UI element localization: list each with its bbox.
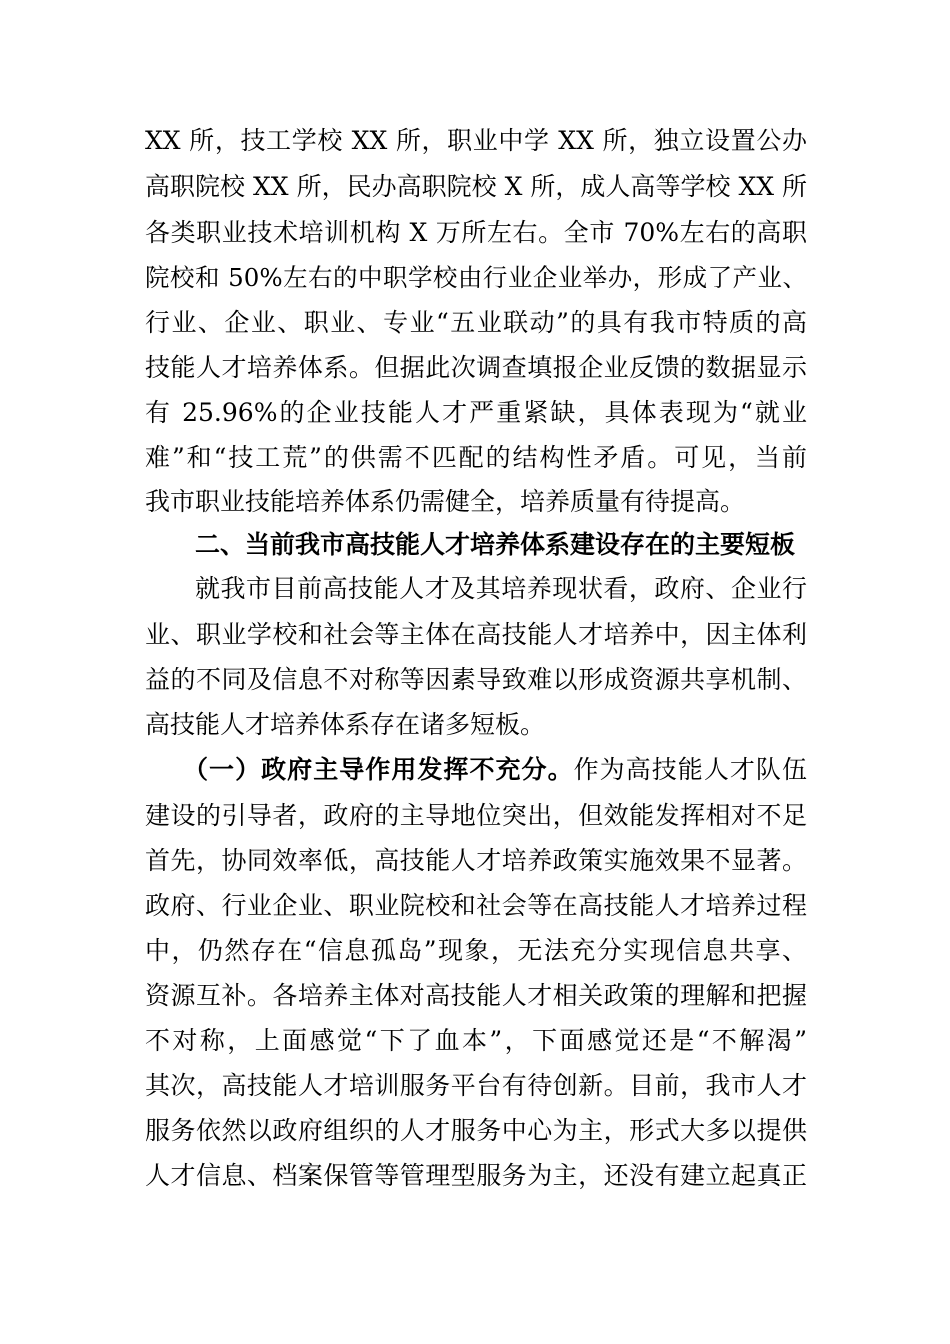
text-line: 资源互补。各培养主体对高技能人才相关政策的理解和把握: [145, 981, 807, 1010]
text-line: [183, 751, 807, 788]
text-line: 高职院校 XX 所，民办高职院校 X 所，成人高等学校 XX 所: [145, 172, 807, 201]
text-line: 其次，高技能人才培训服务平台有待创新。目前，我市人才: [145, 1071, 807, 1100]
text-line: 院校和 50%左右的中职学校由行业企业举办，形成了产业、: [145, 263, 807, 292]
text-line: 行业、企业、职业、专业“五业联动”的具有我市特质的高: [145, 308, 807, 337]
text-line: 不对称，上面感觉“下了血本”，下面感觉还是“不解渴”: [145, 1026, 808, 1055]
text-line: 高技能人才培养体系存在诸多短板。: [145, 710, 546, 739]
text-line: 技能人才培养体系。但据此次调查填报企业反馈的数据显示: [145, 353, 807, 382]
text-line: 服务依然以政府组织的人才服务中心为主，形式大多以提供: [145, 1116, 807, 1145]
text-line: 建设的引导者，政府的主导地位突出，但效能发挥相对不足: [145, 801, 807, 830]
text-line: 我市职业技能培养体系仍需健全，培养质量有待提高。: [145, 487, 746, 516]
text-line: 政府、行业企业、职业院校和社会等在高技能人才培养过程: [145, 891, 807, 920]
text-line: 益的不同及信息不对称等因素导致难以形成资源共享机制、: [145, 665, 807, 694]
text-line: XX 所，技工学校 XX 所，职业中学 XX 所，独立设置公办: [145, 126, 807, 155]
subheading: （一）政府主导作用发挥不充分。: [183, 755, 574, 784]
section-heading: 二、当前我市高技能人才培养体系建设存在的主要短板: [195, 530, 796, 559]
text-line: 有 25.96%的企业技能人才严重紧缺，具体表现为“就业: [145, 398, 807, 427]
text-line: 中，仍然存在“信息孤岛”现象，无法充分实现信息共享、: [145, 936, 807, 965]
text-line: 难”和“技工荒”的供需不匹配的结构性矛盾。可见，当前: [145, 443, 807, 472]
text-line: 首先，协同效率低，高技能人才培养政策实施效果不显著。: [145, 846, 807, 875]
text-line: 就我市目前高技能人才及其培养现状看，政府、企业行: [195, 574, 807, 603]
text-line: 各类职业技术培训机构 X 万所左右。全市 70%左右的高职: [145, 218, 807, 247]
subheading-rest: 作为高技能人才队伍: [573, 755, 807, 784]
text-line: 人才信息、档案保管等管理型服务为主，还没有建立起真正: [145, 1161, 807, 1190]
text-line: 业、职业学校和社会等主体在高技能人才培养中，因主体利: [145, 620, 807, 649]
